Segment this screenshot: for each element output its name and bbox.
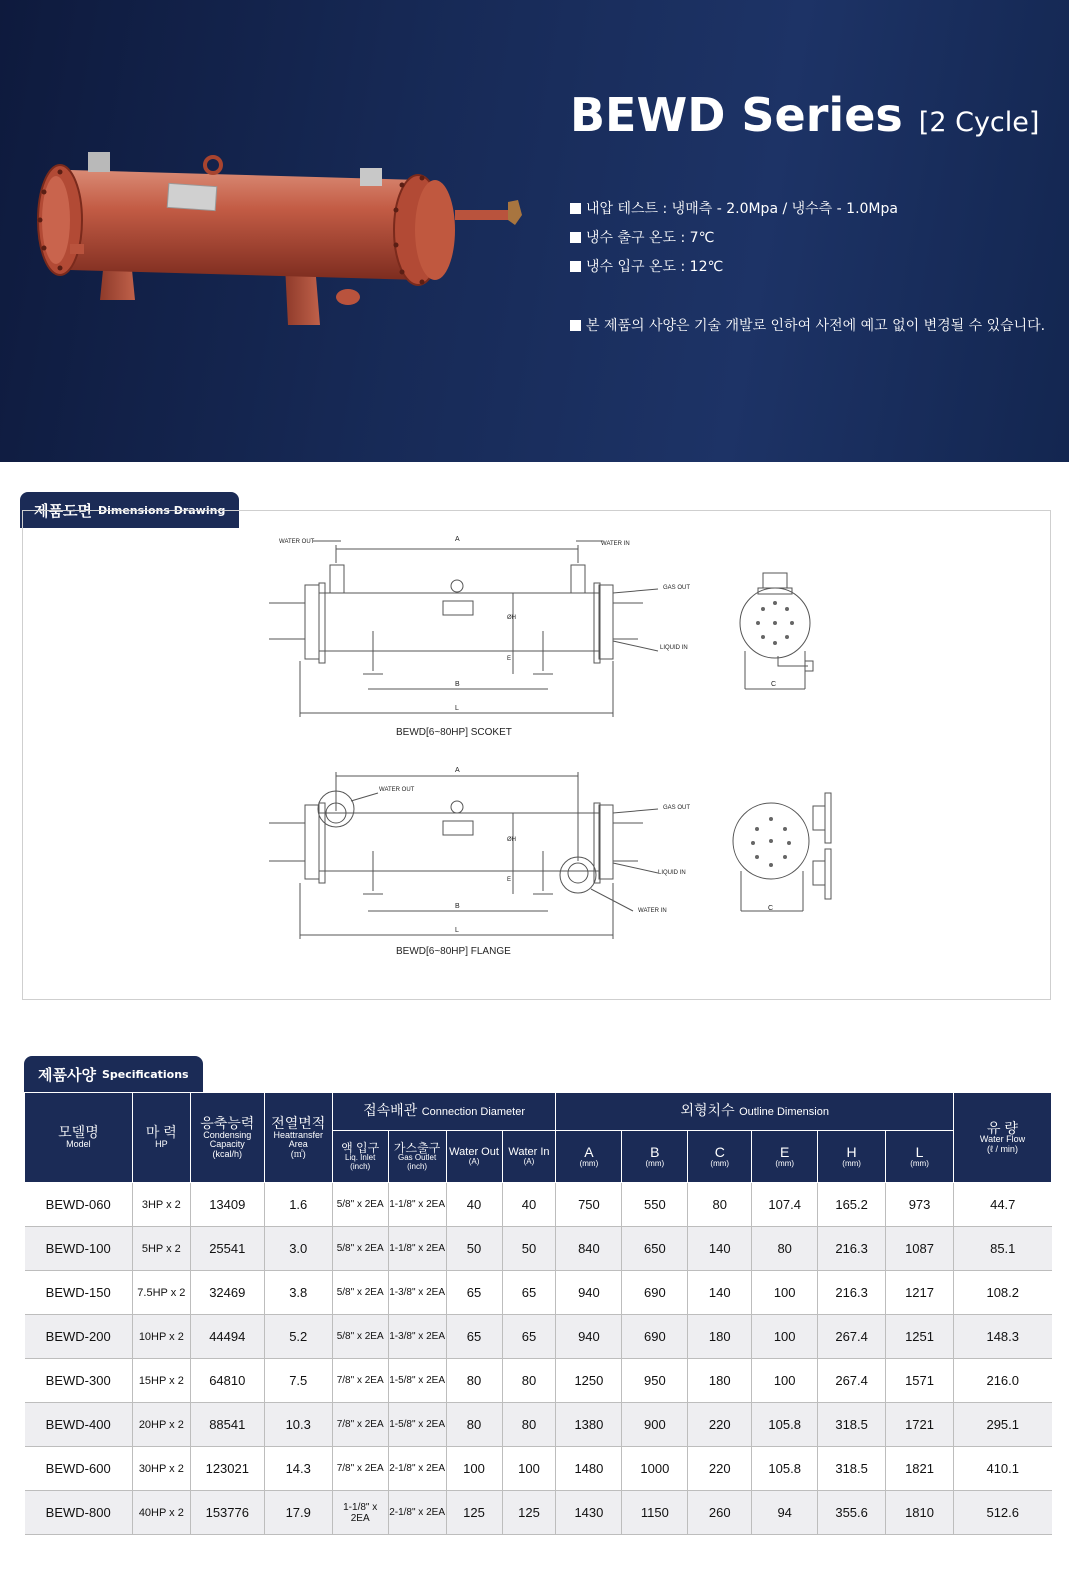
table-cell: 5/8" x 2EA — [332, 1315, 388, 1359]
table-cell: 65 — [446, 1271, 502, 1315]
table-cell: 180 — [688, 1315, 752, 1359]
th-capacity: 응축능력 Condensing Capacity (kcal/h) — [190, 1093, 264, 1183]
table-cell: 80 — [688, 1183, 752, 1227]
table-cell: 88541 — [190, 1403, 264, 1447]
table-cell: 105.8 — [752, 1403, 818, 1447]
dimensions-drawing — [22, 510, 1051, 1000]
table-cell: 216.0 — [954, 1359, 1052, 1403]
dim-c: C — [771, 681, 777, 688]
dim-e: E — [507, 877, 512, 883]
table-cell: 123021 — [190, 1447, 264, 1491]
table-row — [25, 1315, 1052, 1359]
table-cell: 25541 — [190, 1227, 264, 1271]
table-cell: BEWD-060 — [25, 1183, 133, 1227]
table-cell: 1250 — [556, 1359, 622, 1403]
table-cell: BEWD-600 — [25, 1447, 133, 1491]
flange-caption: BEWD[6~80HP] FLANGE — [396, 946, 511, 957]
table-cell: 1251 — [886, 1315, 954, 1359]
dim-l: L — [455, 705, 459, 712]
table-cell: 5/8" x 2EA — [332, 1227, 388, 1271]
table-cell: BEWD-150 — [25, 1271, 133, 1315]
table-cell: 900 — [622, 1403, 688, 1447]
table-cell: 220 — [688, 1447, 752, 1491]
table-cell: 3.0 — [264, 1227, 332, 1271]
spec-section-tab: 제품사양 Specifications — [24, 1056, 203, 1092]
table-cell: 180 — [688, 1359, 752, 1403]
dim-a: A — [455, 767, 460, 774]
table-cell: 40HP x 2 — [132, 1491, 190, 1535]
table-cell: 20HP x 2 — [132, 1403, 190, 1447]
table-cell: 318.5 — [818, 1447, 886, 1491]
table-cell: 100 — [752, 1315, 818, 1359]
dim-l: L — [455, 927, 459, 934]
table-cell: 125 — [446, 1491, 502, 1535]
th-flow: 유 량 Water Flow (ℓ / min) — [954, 1093, 1052, 1183]
table-cell: 7.5 — [264, 1359, 332, 1403]
table-cell: BEWD-800 — [25, 1491, 133, 1535]
hero-title: BEWD Series [2 Cycle] — [570, 88, 1040, 142]
table-cell: 100 — [752, 1359, 818, 1403]
table-cell: 7/8" x 2EA — [332, 1447, 388, 1491]
table-cell: 1810 — [886, 1491, 954, 1535]
table-cell: 40 — [502, 1183, 556, 1227]
table-cell: 10.3 — [264, 1403, 332, 1447]
spec-inlet-temp: 냉수 입구 온도 : 12℃ — [570, 256, 723, 276]
label-liquid-in: LIQUID IN — [660, 645, 688, 651]
th-dim-h: H (mm) — [818, 1131, 886, 1183]
table-cell: 1571 — [886, 1359, 954, 1403]
table-cell: 7/8" x 2EA — [332, 1403, 388, 1447]
th-dim-b: B (mm) — [622, 1131, 688, 1183]
hero-banner — [0, 0, 1069, 462]
table-cell: 973 — [886, 1183, 954, 1227]
table-cell: 1.6 — [264, 1183, 332, 1227]
label-gas-out: GAS OUT — [663, 805, 691, 811]
table-cell: 65 — [446, 1315, 502, 1359]
spec-pressure: 내압 테스트 : 냉매측 - 2.0Mpa / 냉수측 - 1.0Mpa — [570, 198, 898, 218]
dim-h: ØH — [507, 615, 516, 621]
table-cell: 1430 — [556, 1491, 622, 1535]
table-cell: 100 — [502, 1447, 556, 1491]
table-row — [25, 1359, 1052, 1403]
table-cell: 1087 — [886, 1227, 954, 1271]
table-cell: 108.2 — [954, 1271, 1052, 1315]
table-cell: 10HP x 2 — [132, 1315, 190, 1359]
table-cell: 140 — [688, 1271, 752, 1315]
table-row — [25, 1271, 1052, 1315]
label-water-out: WATER OUT — [279, 539, 315, 545]
table-cell: 355.6 — [818, 1491, 886, 1535]
spec-notice: 본 제품의 사양은 기술 개발로 인하여 사전에 예고 없이 변경될 수 있습니다. — [570, 315, 1045, 335]
table-cell: 65 — [502, 1271, 556, 1315]
table-row — [25, 1183, 1052, 1227]
dim-b: B — [455, 903, 460, 910]
table-cell: 44494 — [190, 1315, 264, 1359]
table-cell: 840 — [556, 1227, 622, 1271]
table-cell: 750 — [556, 1183, 622, 1227]
table-cell: BEWD-400 — [25, 1403, 133, 1447]
table-row — [25, 1227, 1052, 1271]
table-cell: 148.3 — [954, 1315, 1052, 1359]
table-cell: 14.3 — [264, 1447, 332, 1491]
table-cell: 1480 — [556, 1447, 622, 1491]
table-cell: 65 — [502, 1315, 556, 1359]
th-dim-e: E (mm) — [752, 1131, 818, 1183]
table-cell: 940 — [556, 1271, 622, 1315]
label-water-out: WATER OUT — [379, 787, 415, 793]
table-cell: 5.2 — [264, 1315, 332, 1359]
dim-h: ØH — [507, 837, 516, 843]
table-cell: 295.1 — [954, 1403, 1052, 1447]
square-bullet-icon — [570, 203, 581, 214]
table-cell: 1-1/8" x 2EA — [388, 1227, 446, 1271]
table-cell: 80 — [446, 1359, 502, 1403]
table-cell: 410.1 — [954, 1447, 1052, 1491]
th-water-out: Water Out (A) — [446, 1131, 502, 1183]
table-cell: 100 — [752, 1271, 818, 1315]
table-cell: 1-1/8" x 2EA — [332, 1491, 388, 1535]
dim-b: B — [455, 681, 460, 688]
table-cell: 140 — [688, 1227, 752, 1271]
table-cell: 5/8" x 2EA — [332, 1183, 388, 1227]
table-cell: 940 — [556, 1315, 622, 1359]
table-cell: 50 — [446, 1227, 502, 1271]
socket-caption: BEWD[6~80HP] SCOKET — [396, 727, 512, 738]
label-water-in: WATER IN — [601, 541, 630, 547]
table-cell: 153776 — [190, 1491, 264, 1535]
table-cell: 318.5 — [818, 1403, 886, 1447]
table-cell: 94 — [752, 1491, 818, 1535]
table-cell: 80 — [446, 1403, 502, 1447]
technical-drawing — [23, 511, 1052, 1001]
table-cell: BEWD-100 — [25, 1227, 133, 1271]
table-cell: 3HP x 2 — [132, 1183, 190, 1227]
table-cell: 7.5HP x 2 — [132, 1271, 190, 1315]
table-cell: 64810 — [190, 1359, 264, 1403]
table-cell: 7/8" x 2EA — [332, 1359, 388, 1403]
table-cell: 1-3/8" x 2EA — [388, 1271, 446, 1315]
table-row — [25, 1491, 1052, 1535]
th-dim-c: C (mm) — [688, 1131, 752, 1183]
table-cell: 260 — [688, 1491, 752, 1535]
table-cell: 40 — [446, 1183, 502, 1227]
th-area: 전열면적 Heattransfer Area (㎡) — [264, 1093, 332, 1183]
th-model: 모델명 Model — [25, 1093, 133, 1183]
table-cell: 15HP x 2 — [132, 1359, 190, 1403]
table-cell: 1-5/8" x 2EA — [388, 1359, 446, 1403]
table-cell: 80 — [752, 1227, 818, 1271]
dim-a: A — [455, 536, 460, 543]
table-cell: 1821 — [886, 1447, 954, 1491]
table-cell: 1-3/8" x 2EA — [388, 1315, 446, 1359]
label-gas-out: GAS OUT — [663, 585, 691, 591]
table-cell: 1-5/8" x 2EA — [388, 1403, 446, 1447]
table-cell: 50 — [502, 1227, 556, 1271]
th-connection: 접속배관 Connection Diameter — [332, 1093, 556, 1131]
table-cell: 550 — [622, 1183, 688, 1227]
th-outline: 외형치수 Outline Dimension — [556, 1093, 954, 1131]
table-cell: 216.3 — [818, 1227, 886, 1271]
table-cell: 1000 — [622, 1447, 688, 1491]
th-dim-l: L (mm) — [886, 1131, 954, 1183]
th-dim-a: A (mm) — [556, 1131, 622, 1183]
table-cell: 650 — [622, 1227, 688, 1271]
table-cell: 125 — [502, 1491, 556, 1535]
table-cell: 5/8" x 2EA — [332, 1271, 388, 1315]
table-cell: 2-1/8" x 2EA — [388, 1491, 446, 1535]
table-cell: 690 — [622, 1315, 688, 1359]
table-cell: 1380 — [556, 1403, 622, 1447]
table-cell: 216.3 — [818, 1271, 886, 1315]
table-cell: 267.4 — [818, 1315, 886, 1359]
dim-c: C — [768, 905, 774, 912]
table-cell: 107.4 — [752, 1183, 818, 1227]
label-liquid-in: LIQUID IN — [658, 870, 686, 876]
table-cell: 1721 — [886, 1403, 954, 1447]
table-cell: 1150 — [622, 1491, 688, 1535]
table-cell: 5HP x 2 — [132, 1227, 190, 1271]
table-row — [25, 1447, 1052, 1491]
table-cell: 32469 — [190, 1271, 264, 1315]
dim-e: E — [507, 656, 512, 662]
table-cell: 950 — [622, 1359, 688, 1403]
table-cell: 165.2 — [818, 1183, 886, 1227]
table-cell: 512.6 — [954, 1491, 1052, 1535]
table-cell: 220 — [688, 1403, 752, 1447]
label-water-in: WATER IN — [638, 908, 667, 914]
table-cell: 2-1/8" x 2EA — [388, 1447, 446, 1491]
th-liq-inlet: 액 입구 Liq. Inlet (inch) — [332, 1131, 388, 1183]
table-cell: 690 — [622, 1271, 688, 1315]
square-bullet-icon — [570, 320, 581, 331]
table-cell: 267.4 — [818, 1359, 886, 1403]
th-hp: 마 력 HP — [132, 1093, 190, 1183]
table-cell: 30HP x 2 — [132, 1447, 190, 1491]
table-row — [25, 1403, 1052, 1447]
table-cell: 13409 — [190, 1183, 264, 1227]
th-gas-outlet: 가스출구 Gas Outlet (inch) — [388, 1131, 446, 1183]
table-cell: 44.7 — [954, 1183, 1052, 1227]
table-cell: 80 — [502, 1403, 556, 1447]
cycle-label: [2 Cycle] — [918, 107, 1040, 138]
table-cell: BEWD-300 — [25, 1359, 133, 1403]
table-cell: 1-1/8" x 2EA — [388, 1183, 446, 1227]
table-cell: 105.8 — [752, 1447, 818, 1491]
drawing-section-tab: 제품도면 Dimensions Drawing — [20, 492, 239, 528]
specifications-table — [24, 1092, 1052, 1535]
table-cell: 3.8 — [264, 1271, 332, 1315]
spec-outlet-temp: 냉수 출구 온도 : 7℃ — [570, 227, 714, 247]
table-cell: 80 — [502, 1359, 556, 1403]
square-bullet-icon — [570, 232, 581, 243]
table-cell: 100 — [446, 1447, 502, 1491]
table-cell: BEWD-200 — [25, 1315, 133, 1359]
table-cell: 17.9 — [264, 1491, 332, 1535]
table-cell: 1217 — [886, 1271, 954, 1315]
square-bullet-icon — [570, 261, 581, 272]
table-cell: 85.1 — [954, 1227, 1052, 1271]
spec-table-body — [25, 1183, 1052, 1535]
th-water-in: Water In (A) — [502, 1131, 556, 1183]
condenser-product-image — [30, 140, 540, 340]
